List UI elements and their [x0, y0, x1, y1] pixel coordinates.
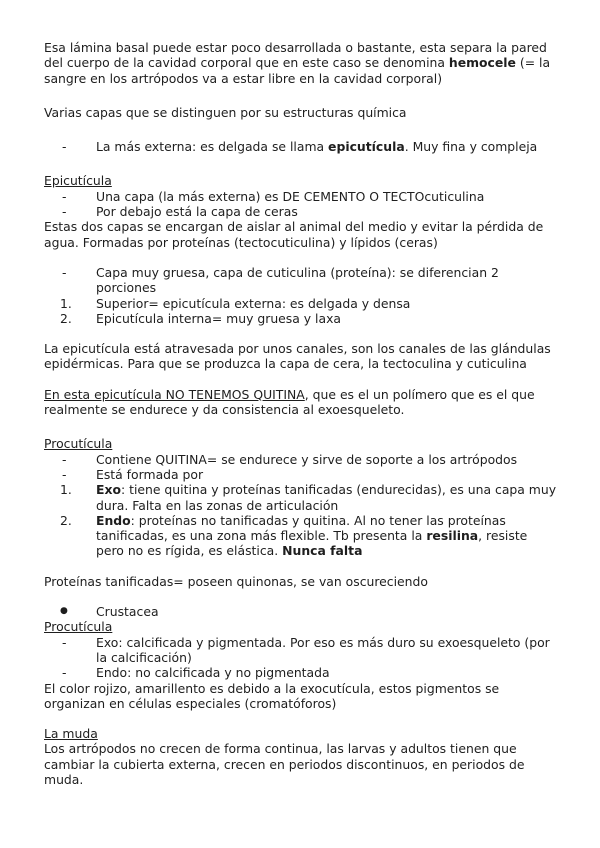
endo-term: Endo — [96, 512, 131, 528]
list-item: - Contiene QUITINA= se endurece y sirve de soporte a los artrópodos — [60, 452, 558, 467]
no-chitin-statement: En esta epicutícula NO TENEMOS QUITINA — [44, 386, 305, 402]
resilina-term: resilina — [426, 528, 479, 544]
epicuticula-term: epicutícula — [328, 139, 405, 155]
canals-paragraph: La epicutícula está atravesada por unos canales, son los canales de las glándulas epidérmicas. Para que se produzca la capa de cera, la tectoculina y cuticulina — [44, 341, 551, 372]
hemocele-term: hemocele — [448, 55, 516, 71]
list-item: - Una capa (la más externa) es DE CEMENTO O TECTOcuticulina — [60, 189, 558, 204]
intro-text-end: (= la sangre en los artrópodos va a estar libre en la cavidad corporal) — [44, 55, 551, 86]
crustacea-procuticula-heading: Procutícula — [44, 619, 113, 635]
procuticula-list — [44, 452, 558, 483]
list-item: 1. Superior= epicutícula externa: es delgada y densa — [60, 295, 411, 311]
list-item: 1. Exo: tiene quitina y proteínas tanificadas (endurecidas), es una capa muy dura. Falta en las zonas de articulación — [60, 482, 557, 513]
muda-paragraph: Los artrópodos no crecen de forma continua, las larvas y adultos tienen que cambiar la cubierta externa, crecen en periodos discontinuos, en periodos de muda. — [44, 741, 525, 787]
procuticula-heading: Procutícula — [44, 436, 113, 452]
nunca-falta-term: Nunca falta — [282, 543, 363, 559]
list-item: 2. Epicutícula interna= muy gruesa y laxa — [60, 310, 342, 326]
crustacea-procuticula-list — [44, 635, 558, 681]
procuticula-layers-list — [44, 482, 558, 558]
list-item: - Capa muy gruesa, capa de cuticulina (proteína): se diferencian 2 porciones — [60, 265, 558, 296]
list-item: 2. Endo: proteínas no tanificadas y quitina. Al no tener las proteínas tanificadas, es una zona más flexible. Tb presenta la resilina, resiste pero no es rígida, es elástica. Nunca falta — [60, 512, 528, 559]
pigment-paragraph: El color rojizo, amarillento es debido a la exocutícula, estos pigmentos se organizan en células especiales (cromatóforos) — [44, 680, 500, 711]
list-item: - La más externa: es delgada se llama epicutícula. Muy fina y compleja — [60, 139, 558, 154]
epicuticula-paragraph: Estas dos capas se encargan de aislar al animal del medio y evitar la pérdida de agua. Formadas por proteínas (tectocuticulina) y lípidos (ceras) — [44, 219, 544, 250]
list-item: - Endo: no calcificada y no pigmentada — [60, 665, 558, 680]
list-item: - Por debajo está la capa de ceras — [60, 204, 558, 219]
outer-layer-list — [44, 139, 558, 154]
quinonas-paragraph: Proteínas tanificadas= poseen quinonas, se van oscureciendo — [44, 573, 428, 589]
epicuticula-heading: Epicutícula — [44, 173, 112, 189]
crustacea-list — [44, 604, 558, 619]
intro-paragraph — [44, 40, 558, 86]
cuticulina-portions-list — [44, 296, 558, 327]
cuticulina-list — [44, 265, 558, 296]
layers-paragraph: Varias capas que se distinguen por su estructuras química — [44, 104, 407, 120]
list-item: - Está formada por — [60, 467, 558, 482]
exo-term: Exo — [96, 482, 121, 498]
intro-text: Esa lámina basal puede estar poco desarrollada o bastante, esta separa la pared del cuerpo de la cavidad corporal que en este caso se denomina — [44, 40, 547, 71]
epicuticula-list — [44, 189, 558, 220]
list-item: ● Crustacea — [60, 604, 558, 619]
muda-heading: La muda — [44, 726, 98, 742]
chitin-paragraph: En esta epicutícula NO TENEMOS QUITINA, que es el un polímero que es el que realmente se endurece y da consistencia al exoesqueleto. — [44, 386, 535, 418]
list-item: - Exo: calcificada y pigmentada. Por eso es más duro su exoesqueleto (por la calcificación) — [60, 635, 558, 666]
